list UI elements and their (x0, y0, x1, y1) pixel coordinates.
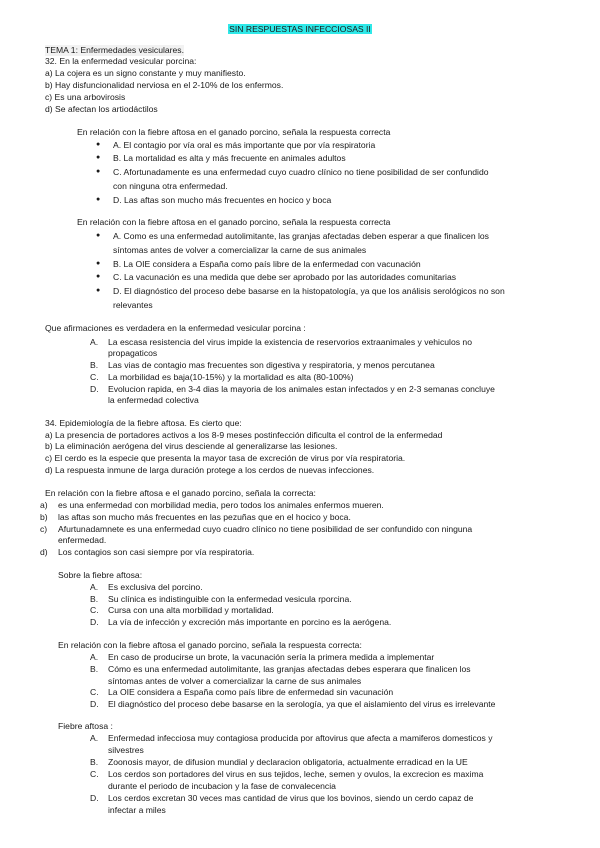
qd-stem: En relación con la fiebre aftosa e el ganado porcino, señala la correcta: (45, 488, 316, 498)
option-label: B. (90, 757, 99, 767)
qe-option: La vía de infección y excreción más importante en porcino es la aerógena. (108, 617, 392, 627)
qc-stem: Que afirmaciones es verdadera en la enfermedad vesicular porcina : (45, 323, 306, 333)
q34-option: b) La eliminación aerógena del virus desciende al generalizarse las lesiones. (45, 441, 338, 451)
qg-option: Zoonosis mayor, de difusion mundial y declaracion obligatoria, actualmente erradicad en la UE (108, 757, 468, 767)
qg-option-cont: silvestres (108, 745, 144, 755)
option-label: C. (90, 769, 99, 779)
option-label: B. (90, 360, 99, 370)
qc-option: La morbilidad es baja(10-15%) y la mortalidad es alta (80-100%) (108, 372, 354, 382)
document-title: SIN RESPUESTAS INFECCIOSAS II (229, 24, 371, 34)
option-label: D. (90, 384, 99, 394)
qd-option: es una enfermedad con morbilidad media, pero todos los animales enfermos mueren. (58, 500, 384, 510)
qa-stem: En relación con la fiebre aftosa en el ganado porcino, señala la respuesta correcta (77, 127, 391, 137)
qf-stem: En relación con la fiebre aftosa el ganado porcino, señala la respuesta correcta: (58, 640, 362, 650)
bullet-icon: ● (96, 154, 101, 161)
q32-option: c) Es una arbovirosis (45, 92, 126, 102)
qg-stem: Fiebre aftosa : (58, 721, 113, 731)
qd-option-cont: enfermedad. (58, 535, 107, 545)
option-label: A. (90, 733, 99, 743)
qb-stem: En relación con la fiebre aftosa en el ganado porcino, señala la respuesta correcta (77, 217, 391, 227)
qc-option: La escasa resistencia del virus impide la existencia de reservorios extraanimales y vehiculos no (108, 337, 472, 347)
qg-option: Enfermedad infecciosa muy contagiosa producida por aftovirus que afecta a mamiferos domesticos y (108, 733, 493, 743)
q32-option: a) La cojera es un signo constante y muy manifiesto. (45, 68, 246, 78)
option-label: A. (90, 582, 99, 592)
qg-option: Los cerdos excretan 30 veces mas cantidad de virus que los bovinos, siendo un cerdo capaz de (108, 793, 474, 803)
q34-stem: 34. Epidemiología de la fiebre aftosa. Es cierto que: (45, 418, 242, 428)
qe-option: Su clínica es indistinguible con la enfermedad vesicula rporcina. (108, 594, 352, 604)
qb-option-cont: síntomas antes de volver a comercializar la carne de sus animales (113, 245, 367, 255)
qc-option: Las vias de contagio mas frecuentes son digestiva y respiratoria, y menos percutanea (108, 360, 435, 370)
qf-option: La OIE considera a España como país libre de enfermedad sin vacunación (108, 687, 394, 697)
q32-option: b) Hay disfuncionalidad nerviosa en el 2-10% de los enfermos. (45, 80, 284, 90)
q34-option: a) La presencia de portadores activos a los 8-9 meses postinfección dificulta el control de la enfermedad (45, 430, 443, 440)
option-label: d) (40, 547, 48, 557)
qf-option-cont: síntomas antes de volver a comercializar la carne de sus animales (108, 676, 362, 686)
qf-option: El diagnóstico del proceso debe basarse en la serología, ya que el aislamiento del virus es irrelevante (108, 699, 496, 709)
bullet-icon: ● (96, 260, 101, 267)
qf-option: En caso de producirse un brote, la vacunación sería la primera medida a implementar (108, 652, 435, 662)
qd-option: Afurtunadamnete es una enfermedad cuyo cuadro clínico no tiene posibilidad de ser confundido con ninguna (58, 524, 473, 534)
qd-option: las aftas son mucho más frecuentes en las pezuñas que en el hocico y boca. (58, 512, 351, 522)
bullet-icon: ● (96, 287, 101, 294)
bullet-icon: ● (96, 141, 101, 148)
bullet-icon: ● (96, 273, 101, 280)
option-label: C. (90, 372, 99, 382)
tema-heading: TEMA 1: Enfermedades vesiculares. (45, 45, 184, 55)
q32-stem: 32. En la enfermedad vesicular porcina: (45, 56, 197, 66)
qa-option: A. El contagio por vía oral es más importante que por vía respiratoria (113, 140, 376, 150)
option-label: D. (90, 699, 99, 709)
option-label: A. (90, 652, 99, 662)
qc-option: Evolucion rapida, en 3-4 dias la mayoria de los animales estan infectados y en 2-3 semanas concluye (108, 384, 495, 394)
qa-option: D. Las aftas son mucho más frecuentes en hocico y boca (113, 195, 332, 205)
qe-option: Es exclusiva del porcino. (108, 582, 203, 592)
option-label: D. (90, 617, 99, 627)
qa-option: C. Afortunadamente es una enfermedad cuyo cuadro clínico no tiene posibilidad de ser confundido (113, 167, 489, 177)
option-label: B. (90, 664, 99, 674)
q34-option: d) La respuesta inmune de larga duración protege a los cerdos de nuevas infecciones. (45, 465, 375, 475)
qb-option: C. La vacunación es una medida que debe ser aprobado por las autoridades comunitarias (113, 272, 457, 282)
qa-option-cont: con ninguna otra enfermedad. (113, 181, 228, 191)
qb-option: B. La OIE considera a España como país libre de la enfermedad con vacunación (113, 259, 421, 269)
option-label: a) (40, 500, 48, 510)
qb-option: A. Como es una enfermedad autolimitante, las granjas afectadas deben esperar a que finalicen los (113, 231, 489, 241)
q32-option: d) Se afectan los artiodáctilos (45, 104, 158, 114)
qg-option-cont: durante el periodo de incubacion y la fase de convalecencia (108, 781, 336, 791)
bullet-icon: ● (96, 196, 101, 203)
qc-option-cont: propagaticos (108, 348, 158, 358)
qd-option: Los contagios son casi siempre por vía respiratoria. (58, 547, 255, 557)
qc-option-cont: la enfermedad colectiva (108, 395, 199, 405)
option-label: C. (90, 687, 99, 697)
qe-option: Cursa con una alta morbilidad y mortalidad. (108, 605, 274, 615)
option-label: c) (40, 524, 48, 534)
qe-stem: Sobre la fiebre aftosa: (58, 570, 143, 580)
bullet-icon: ● (96, 232, 101, 239)
option-label: C. (90, 605, 99, 615)
option-label: B. (90, 594, 99, 604)
bullet-icon: ● (96, 168, 101, 175)
qg-option: Los cerdos son portadores del virus en sus tejidos, leche, semen y ovulos, la excrecion es maxima (108, 769, 484, 779)
qf-option: Cómo es una enfermedad autolimitante, las granjas afectadas debes esperara que finalicen los (108, 664, 471, 674)
option-label: b) (40, 512, 48, 522)
qg-option-cont: infectar a miles (108, 805, 166, 815)
option-label: D. (90, 793, 99, 803)
q34-option: c) El cerdo es la especie que presenta la mayor tasa de excreción de virus por vía respiratoria. (45, 453, 406, 463)
qb-option-cont: relevantes (113, 300, 153, 310)
qb-option: D. El diagnóstico del proceso debe basarse en la histopatología, ya que los análisis serológicos no son (113, 286, 505, 296)
qa-option: B. La mortalidad es alta y más frecuente en animales adultos (113, 153, 346, 163)
option-label: A. (90, 337, 99, 347)
